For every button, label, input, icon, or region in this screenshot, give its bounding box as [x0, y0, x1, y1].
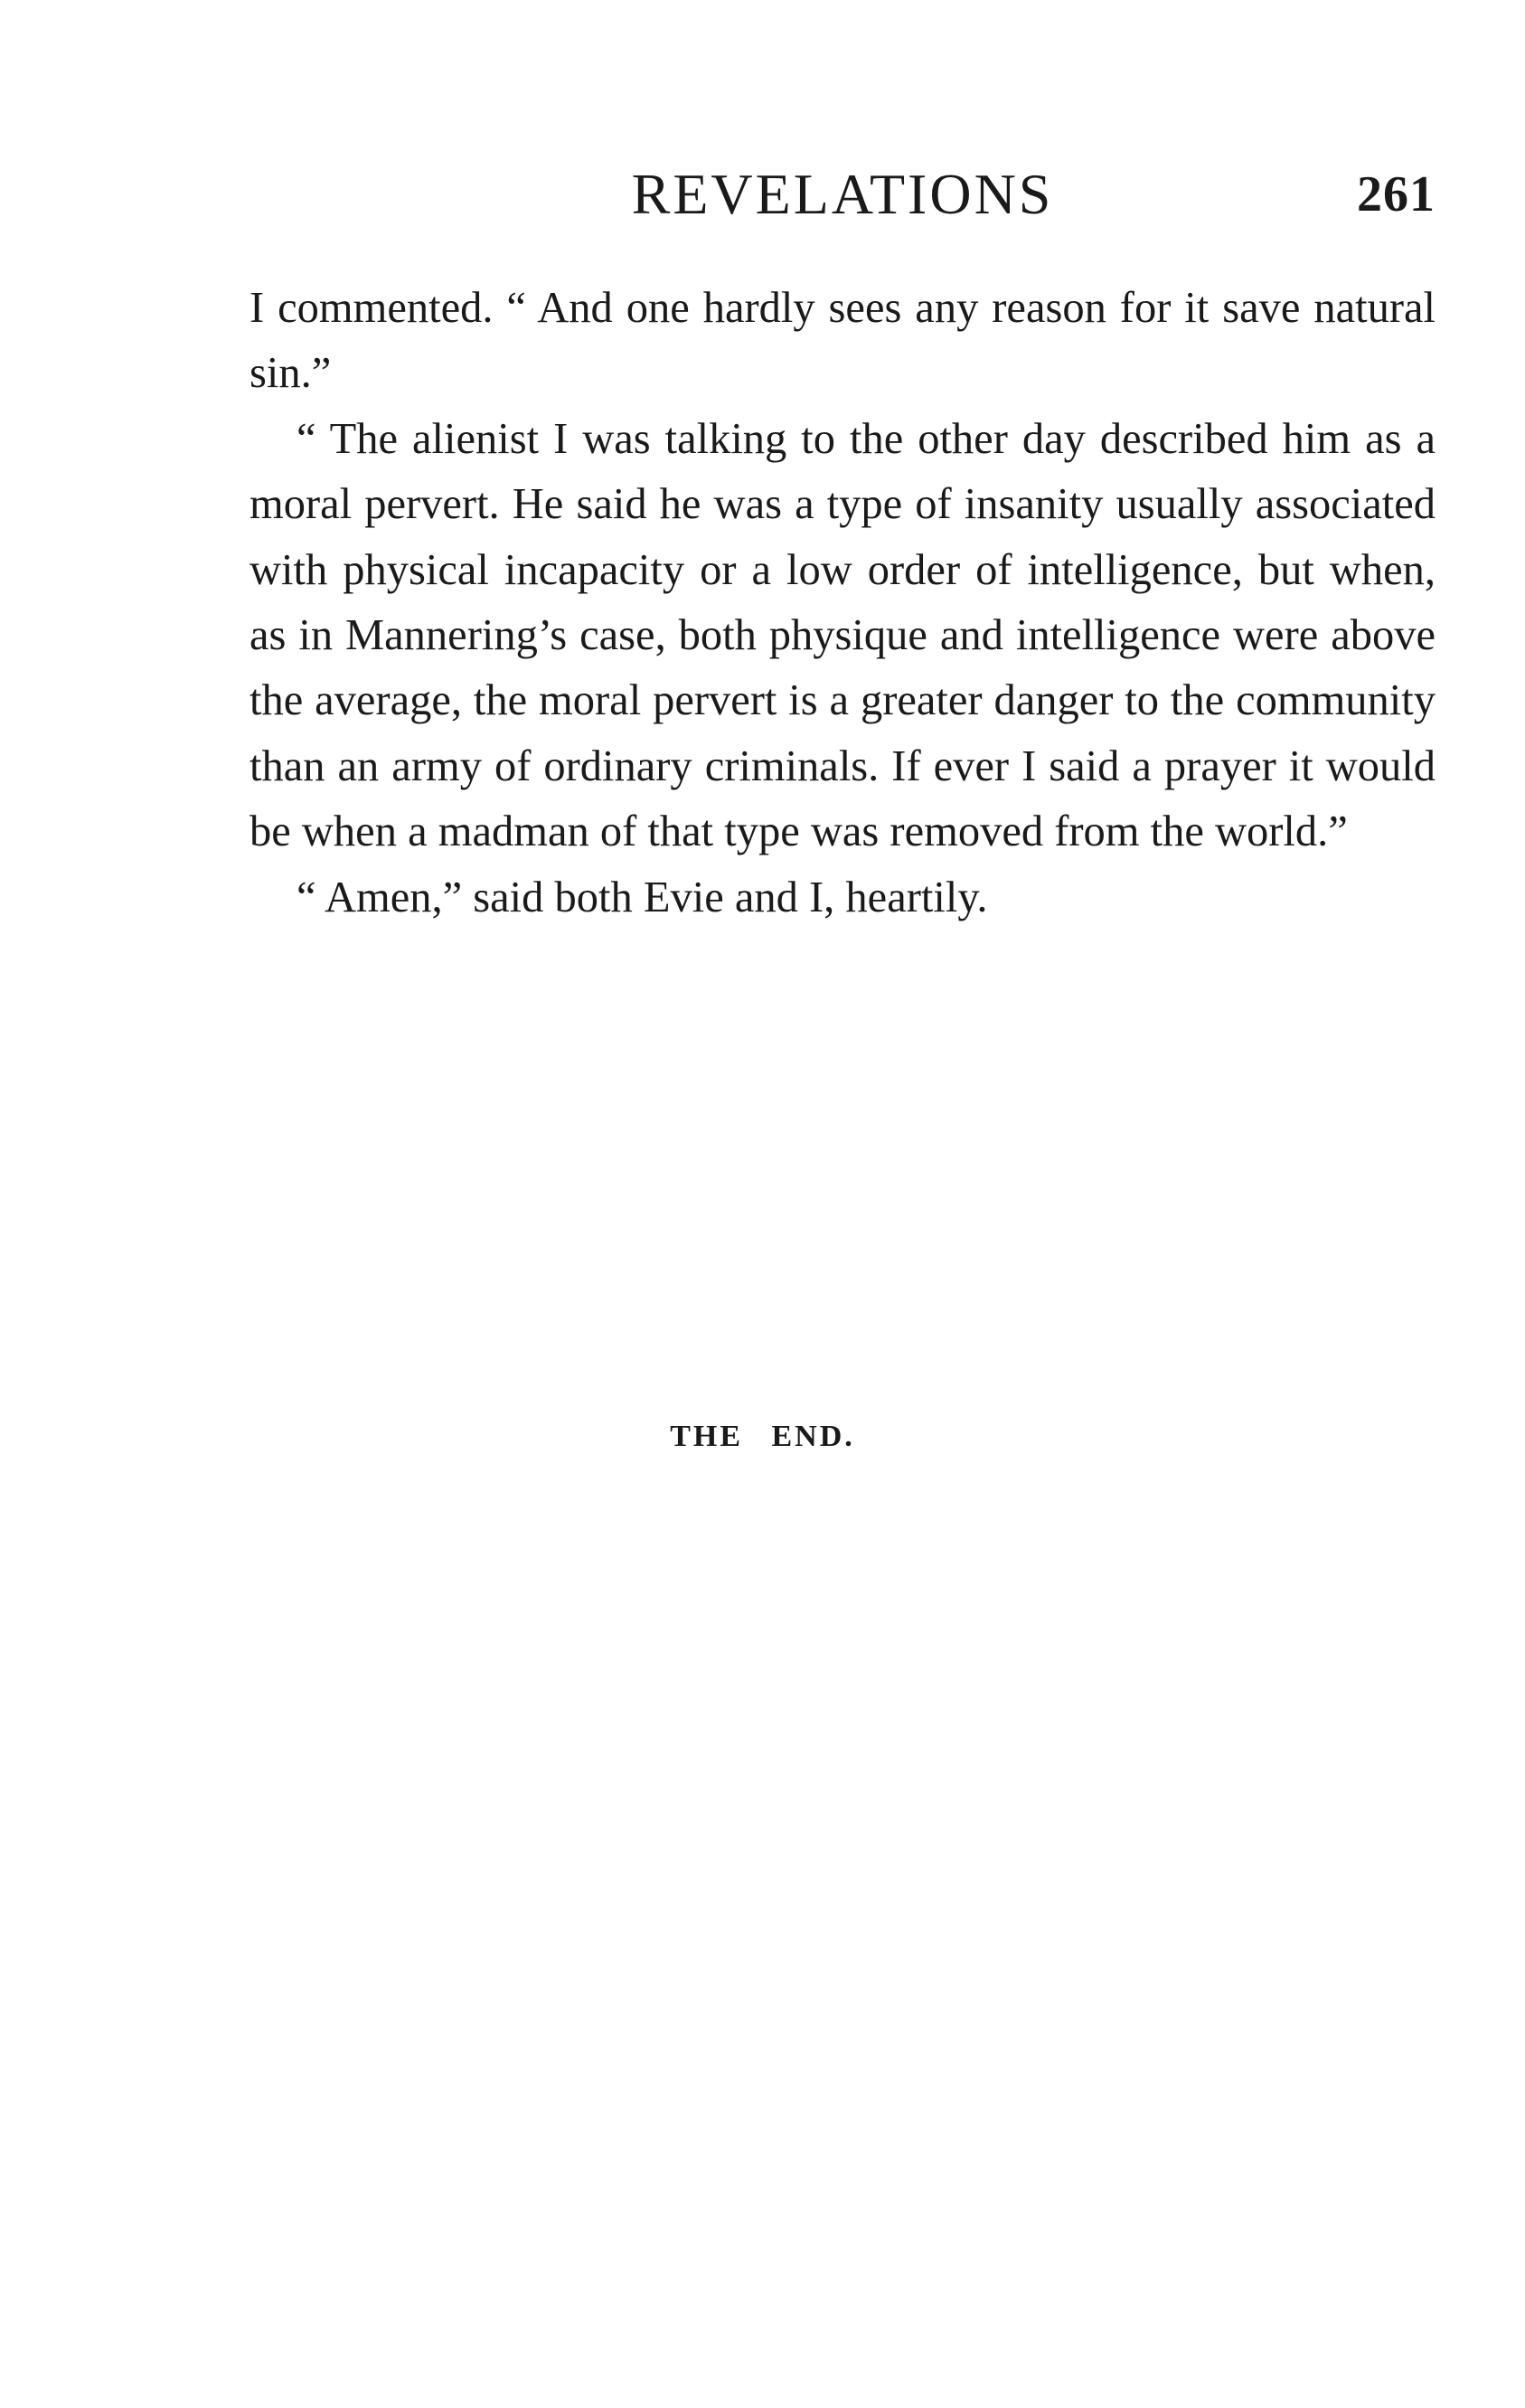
- paragraph-amen: “ Amen,” said both Evie and I, heartily.: [297, 873, 988, 921]
- running-head: [249, 158, 1436, 231]
- paragraph-alienist-quote: “ The alienist I was talking to the other day described him as a moral pervert. He said he was a type of insanity usually associated with physical incapacity or a low order of intelligence, but when, as in Mannering’s case, both physique and intelligence were above the average, the moral pervert is a greater danger to the community than an army of ordinary criminals. If ever I said a prayer it would be when a madman of that type was removed from the world.”: [249, 414, 1436, 856]
- running-title: REVELATIONS: [631, 162, 1054, 226]
- the-end-label: THE END.: [670, 1420, 855, 1453]
- paragraph-continuation: I commented. “ And one hardly sees any reason for it save natural sin.”: [249, 284, 1436, 398]
- body-text: [249, 276, 1436, 930]
- page-number: 261: [1357, 166, 1436, 222]
